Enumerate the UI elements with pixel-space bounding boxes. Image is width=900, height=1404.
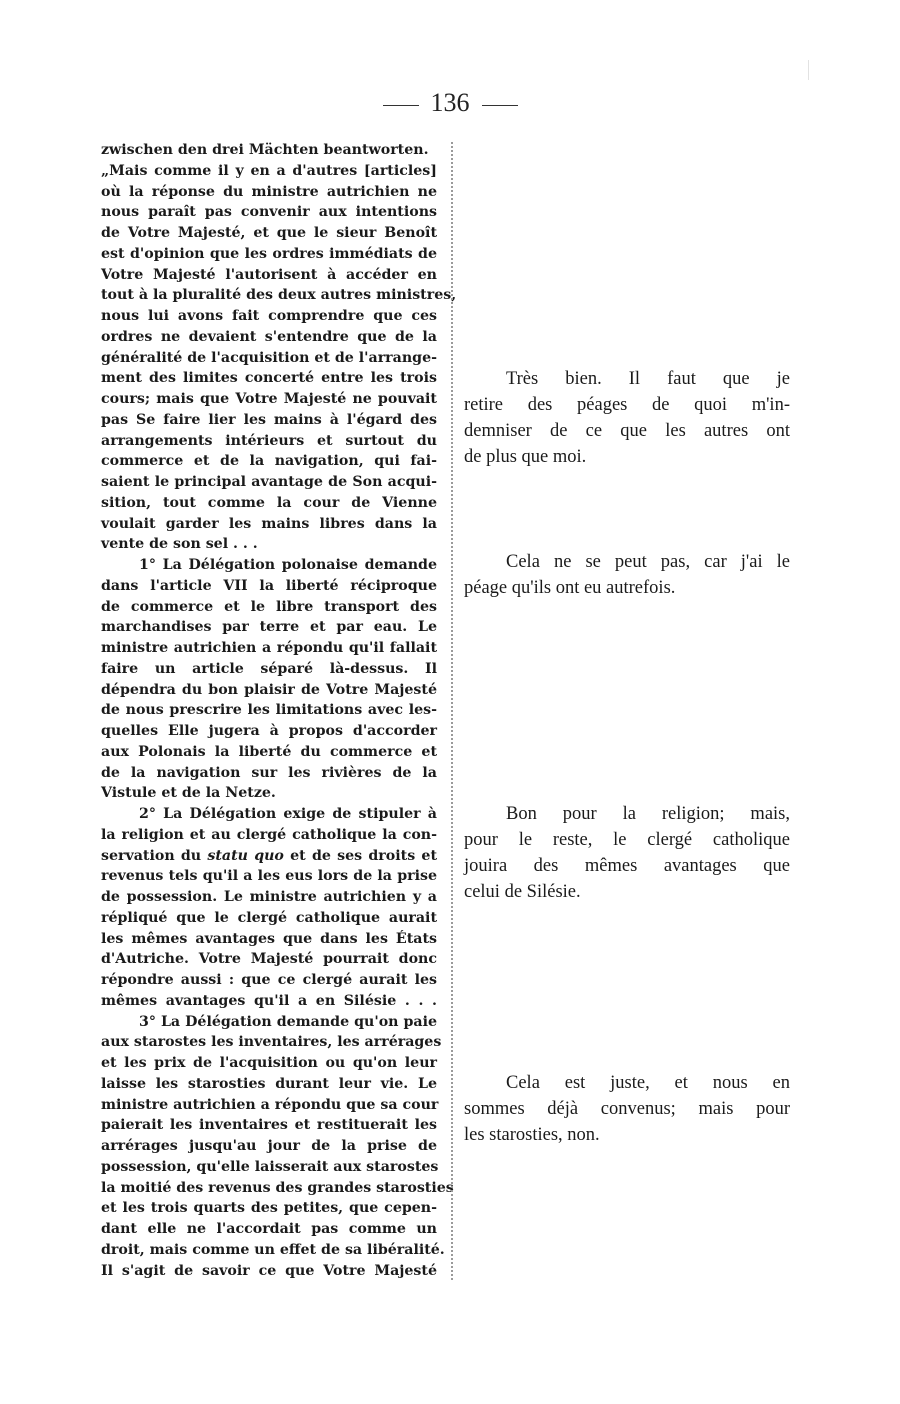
text-line: voulait garder les mains libres dans la: [101, 515, 437, 532]
note-line: les starosties, non.: [464, 1125, 600, 1145]
note-line: jouira des mêmes avantages que: [464, 856, 790, 876]
text-line: ministre autrichien a répondu que sa cour: [101, 1096, 439, 1113]
text-line: de possession. Le ministre autrichien y a: [101, 889, 437, 905]
text-line: 3° La Délégation demande qu'on paie: [139, 1013, 437, 1030]
text-line: vente de son sel . . .: [101, 536, 258, 553]
text-line: Votre Majesté l'autorisent à accéder en: [101, 266, 437, 283]
text-line: laisse les starosties durant leur vie. Le: [101, 1075, 437, 1092]
page-edge-mark: [808, 60, 809, 80]
text-line: dant elle ne l'accordait pas comme un: [101, 1221, 437, 1237]
column-divider: [451, 142, 453, 1280]
text-line: et les prix de l'acquisition ou qu'on leur: [101, 1055, 437, 1071]
text-line: de la navigation sur les rivières de la: [101, 764, 437, 781]
text-line: tout à la pluralité des deux autres ministres,: [101, 287, 457, 304]
text-line: les mêmes avantages que dans les États: [101, 930, 437, 947]
text-line: revenus tels qu'il a les eus lors de la prise: [101, 868, 437, 885]
text-line: zwischen den drei Mächten beantworten.: [101, 142, 429, 158]
text-line: la moitié des revenus des grandes starosties: [101, 1179, 454, 1196]
text-line: de commerce et le libre transport des: [101, 598, 437, 615]
marginal-note-3: [464, 801, 790, 905]
text-line: sition, tout comme la cour de Vienne: [101, 494, 437, 511]
text-line: ministre autrichien a répondu qu'il fallait: [101, 640, 437, 656]
text-line: possession, qu'elle laisserait aux starostes: [101, 1158, 439, 1175]
main-text-column: [101, 140, 457, 1281]
text-line: servation du statu quo et de ses droits et: [101, 847, 437, 864]
page-number-dash-left: [383, 105, 419, 106]
text-line: ordres ne devaient s'entendre que de la: [101, 328, 437, 345]
text-line: cours; mais que Votre Majesté ne pouvait: [101, 391, 437, 407]
text-line: mêmes avantages qu'il a en Silésie . . .: [101, 992, 437, 1009]
text-line: 1° La Délégation polonaise demande: [139, 557, 437, 573]
page-number-dash-right: [482, 105, 518, 106]
text-line: répondre aussi : que ce clergé aurait les: [101, 972, 437, 988]
note-line: péage qu'ils ont eu autrefois.: [464, 578, 676, 598]
note-line: Cela ne se peut pas, car j'ai le: [506, 552, 790, 572]
text-line: nous paraît pas convenir aux intentions: [101, 204, 437, 221]
marginal-note-1: [464, 366, 790, 470]
note-line: sommes déjà convenus; mais pour: [464, 1099, 790, 1119]
note-line: demniser de ce que les autres ont: [464, 421, 790, 441]
text-line: la religion et au clergé catholique la con-: [101, 826, 437, 843]
text-line: droit, mais comme un effet de sa libéralité.: [101, 1241, 445, 1258]
text-line: commerce et de la navigation, qui fai-: [101, 453, 437, 470]
note-line: pour le reste, le clergé catholique: [464, 830, 790, 850]
marginal-note-2: [464, 549, 790, 601]
text-line: Il s'agit de savoir ce que Votre Majesté: [101, 1262, 437, 1279]
note-line: Bon pour la religion; mais,: [506, 804, 790, 824]
text-line: paierait les inventaires et restituerait les: [101, 1117, 437, 1134]
text-line: arrangements intérieurs et surtout du: [101, 432, 437, 449]
text-line: marchandises par terre et par eau. Le: [101, 619, 437, 636]
text-line: de nous prescrire les limitations avec les-: [101, 702, 437, 719]
text-line: saient le principal avantage de Son acqui-: [101, 474, 437, 490]
text-line: quelles Elle jugera à propos d'accorder: [101, 723, 437, 739]
text-line: de Votre Majesté, et que le sieur Benoît: [101, 225, 437, 241]
text-line: ment des limites concerté entre les trois: [101, 370, 437, 387]
text-line: faire un article séparé là-dessus. Il: [101, 660, 437, 677]
text-line: généralité de l'acquisition et de l'arrange-: [101, 349, 437, 366]
marginal-note-4: [464, 1070, 790, 1148]
text-line: 2° La Délégation exige de stipuler à: [139, 806, 437, 822]
text-line: Vistule et de la Netze.: [101, 785, 276, 802]
page-number-text: 136: [430, 88, 470, 117]
text-line: aux Polonais la liberté du commerce et: [101, 743, 437, 760]
text-line: „Mais comme il y en a d'autres [articles]: [101, 162, 437, 179]
note-line: Très bien. Il faut que je: [506, 369, 790, 389]
text-line: dans l'article VII la liberté réciproque: [101, 577, 437, 594]
note-line: de plus que moi.: [464, 447, 587, 467]
note-line: celui de Silésie.: [464, 882, 581, 902]
note-line: Cela est juste, et nous en: [506, 1073, 790, 1093]
text-line: aux starostes les inventaires, les arrérages: [101, 1034, 442, 1051]
note-line: retire des péages de quoi m'in-: [464, 395, 790, 415]
text-line: où la réponse du ministre autrichien ne: [101, 183, 437, 200]
text-line: répliqué que le clergé catholique aurait: [101, 909, 437, 926]
text-line: est d'opinion que les ordres immédiats de: [101, 245, 437, 262]
text-line: arrérages jusqu'au jour de la prise de: [101, 1138, 437, 1154]
text-line: nous lui avons fait comprendre que ces: [101, 308, 437, 324]
text-line: pas Se faire lier les mains à l'égard des: [101, 411, 437, 428]
text-line: dépendra du bon plaisir de Votre Majesté: [101, 681, 437, 698]
text-line: d'Autriche. Votre Majesté pourrait donc: [101, 951, 437, 968]
text-line: et les trois quarts des petites, que cepen-: [101, 1200, 437, 1217]
page-number: [0, 88, 900, 118]
